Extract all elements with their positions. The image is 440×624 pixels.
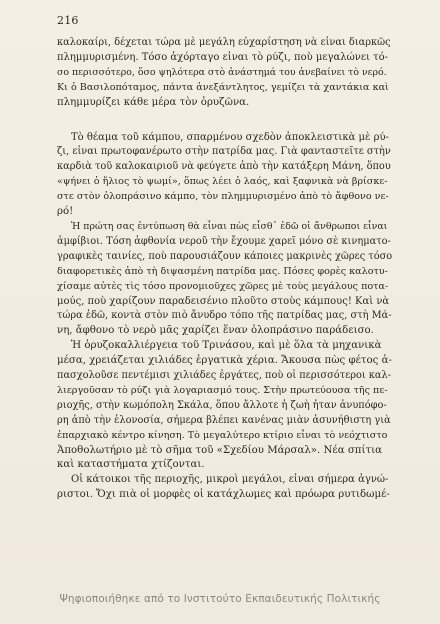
text-line: Οἱ κάτοικοι τῆς περιοχῆς, μικροὶ μεγάλοι, εἶναι σήμερα ἀγνώ- [71, 474, 389, 486]
text-line: γραφικὲς ταινίες, ποὺ παρουσιάζουν κάποιες μακρινὲς χῶρες τόσο [57, 250, 393, 262]
text-line: νη, ἄφθονο τὸ νερὸ μᾶς χαρίζει ἕναν ὁλοπράσινο παράδεισο. [57, 325, 374, 337]
text-line: πλημμυρισμένη. Τόσο ἀχόρταγο εἶναι τὸ ρύζι, ποὺ μεγαλώνει τό- [57, 51, 389, 63]
text-line: διαφορετικὲς ἀπὸ τὴ διψασμένη πατρίδα μας. Πόσες φορὲς καλοτυ- [57, 265, 388, 277]
paragraph-1 [57, 36, 393, 111]
text-line: Ἡ πρώτη σας ἐντύπωση θὰ εἶναι πὼς εἶσθ᾿ ἐδῶ οἱ ἄνθρωποι εἶναι [71, 220, 388, 232]
page-number: 216 [57, 14, 79, 27]
text-line: ἀμφίβιοι. Τόση ἀφθονία νεροῦ τὴν ἔχουμε χαρεῖ μόνο σὲ κινηματο- [57, 235, 391, 247]
text-line: μέσα, χρειάζεται χιλιάδες ἐργατικὰ χέρια. Ἄκουσα πὼς φέτος ἀ- [57, 355, 392, 367]
text-line: ριστοι. Ὄχι πιὰ οἱ μορφὲς οἱ κατάχλωμες καὶ πρόωρα ρυτιδωμέ- [57, 489, 390, 501]
text-line: ἐπαρχιακὸ κέντρο κίνηση. Τὸ μεγαλύτερο κτίριο εἶναι τὸ νεόχτιστο [57, 429, 388, 441]
paragraph-3 [57, 220, 393, 339]
paragraph-4 [57, 339, 393, 473]
text-line: καρδιὰ τοῦ καλοκαιριοῦ νὰ φεύγετε ἀπὸ τὴν κατάξερη Μάνη, ὅπου [57, 161, 391, 173]
text-line: σο περισσότερο, ὅσο ψηλότερα στὸ ἀνάστημά του ἀνεβαίνει τὸ νερό. [57, 66, 387, 78]
text-line: καλοκαίρι, δέχεται τώρα μὲ μεγάλη εὐχαρίστηση νὰ εἶναι διαρκῶς [57, 37, 391, 48]
text-line: ρη ἀπὸ τὴν ἑλονοσία, σήμερα βλέπει κανένας μιὰν ἀσυνήθιστη γιὰ [57, 414, 391, 426]
text-line: ζι, εἶναι πρωτοφανέρωτο στὴν πατρίδα μας. Γιὰ φανταστεῖτε στὴν [57, 146, 391, 158]
text-line: Τὸ θέαμα τοῦ κάμπου, σπαρμένου σχεδὸν ἀποκλειστικὰ μὲ ρύ- [71, 131, 389, 143]
text-line: «ψήνει ὁ ἥλιος τὸ ψωμί», ὅπως λέει ὁ λαός, καὶ ξαφνικὰ νὰ βρίσκε- [57, 176, 388, 188]
text-line: μούς, ποὺ χαρίζουν παραδεισένιο πλοῦτο στοὺς κάμπους! Καὶ νὰ [57, 295, 390, 307]
text-line: στε στὸν ὁλοπράσινο κάμπο, τὸν πλημμυρισμένο ἀπὸ τὸ ἄφθονο νε- [57, 191, 389, 203]
paragraph-2 [57, 131, 393, 220]
text-line: χίσαμε αὐτὲς τὶς τόσο προνομιοῦχες χῶρες μὲ τοὺς μεγάλους ποτα- [57, 280, 389, 292]
footer-text: Ψηφιοποιήθηκε από το Ινστιτούτο Εκπαιδευτικής Πολιτικής [59, 593, 381, 605]
paragraph-5 [57, 473, 393, 503]
text-line: πασχολοῦσε πεντέμισι χιλιάδες ἐργάτες, ποὺ οἱ περισσότεροι καλ- [57, 370, 392, 382]
text-line: πλημμυρίζει κάθε μέρα τὸν ὀρυζῶνα. [57, 96, 250, 108]
text-line: Κι ὁ Βασιλοπόταμος, πάντα ἀνεξάντλητος, γεμίζει τὰ χαντάκια καὶ [57, 81, 389, 93]
text-line: καὶ καταστήματα χτίζονται. [57, 459, 205, 471]
text-line: τώρα ἐδῶ, κοντὰ στὸν πιὸ ἄνυδρο τόπο τῆς πατρίδας μας, στὴ Μά- [57, 310, 392, 322]
text-line: ριοχῆς, στὴν κωμόπολη Σκάλα, ὅπου ἄλλοτε ἡ ζωὴ ἦταν ἀνυπόφο- [57, 399, 387, 411]
text-line: Ἀποθολωτήριο μὲ τὸ σῆμα τοῦ «Σχεδίου Μάρσαλ». Νέα σπίτια [57, 444, 382, 456]
body-text [57, 36, 393, 503]
text-line: ρό! [57, 206, 74, 218]
text-line: λιεργοῦσαν τὸ ρύζι γιὰ λογαριασμό τους. Στὴν πρωτεύουσα τῆς πε- [57, 384, 388, 396]
text-line: Ἡ ὀρυζοκαλλιέργεια τοῦ Τρινάσου, καὶ μὲ ὅλα τὰ μηχανικὰ [71, 340, 382, 352]
digitization-footer [0, 586, 440, 612]
